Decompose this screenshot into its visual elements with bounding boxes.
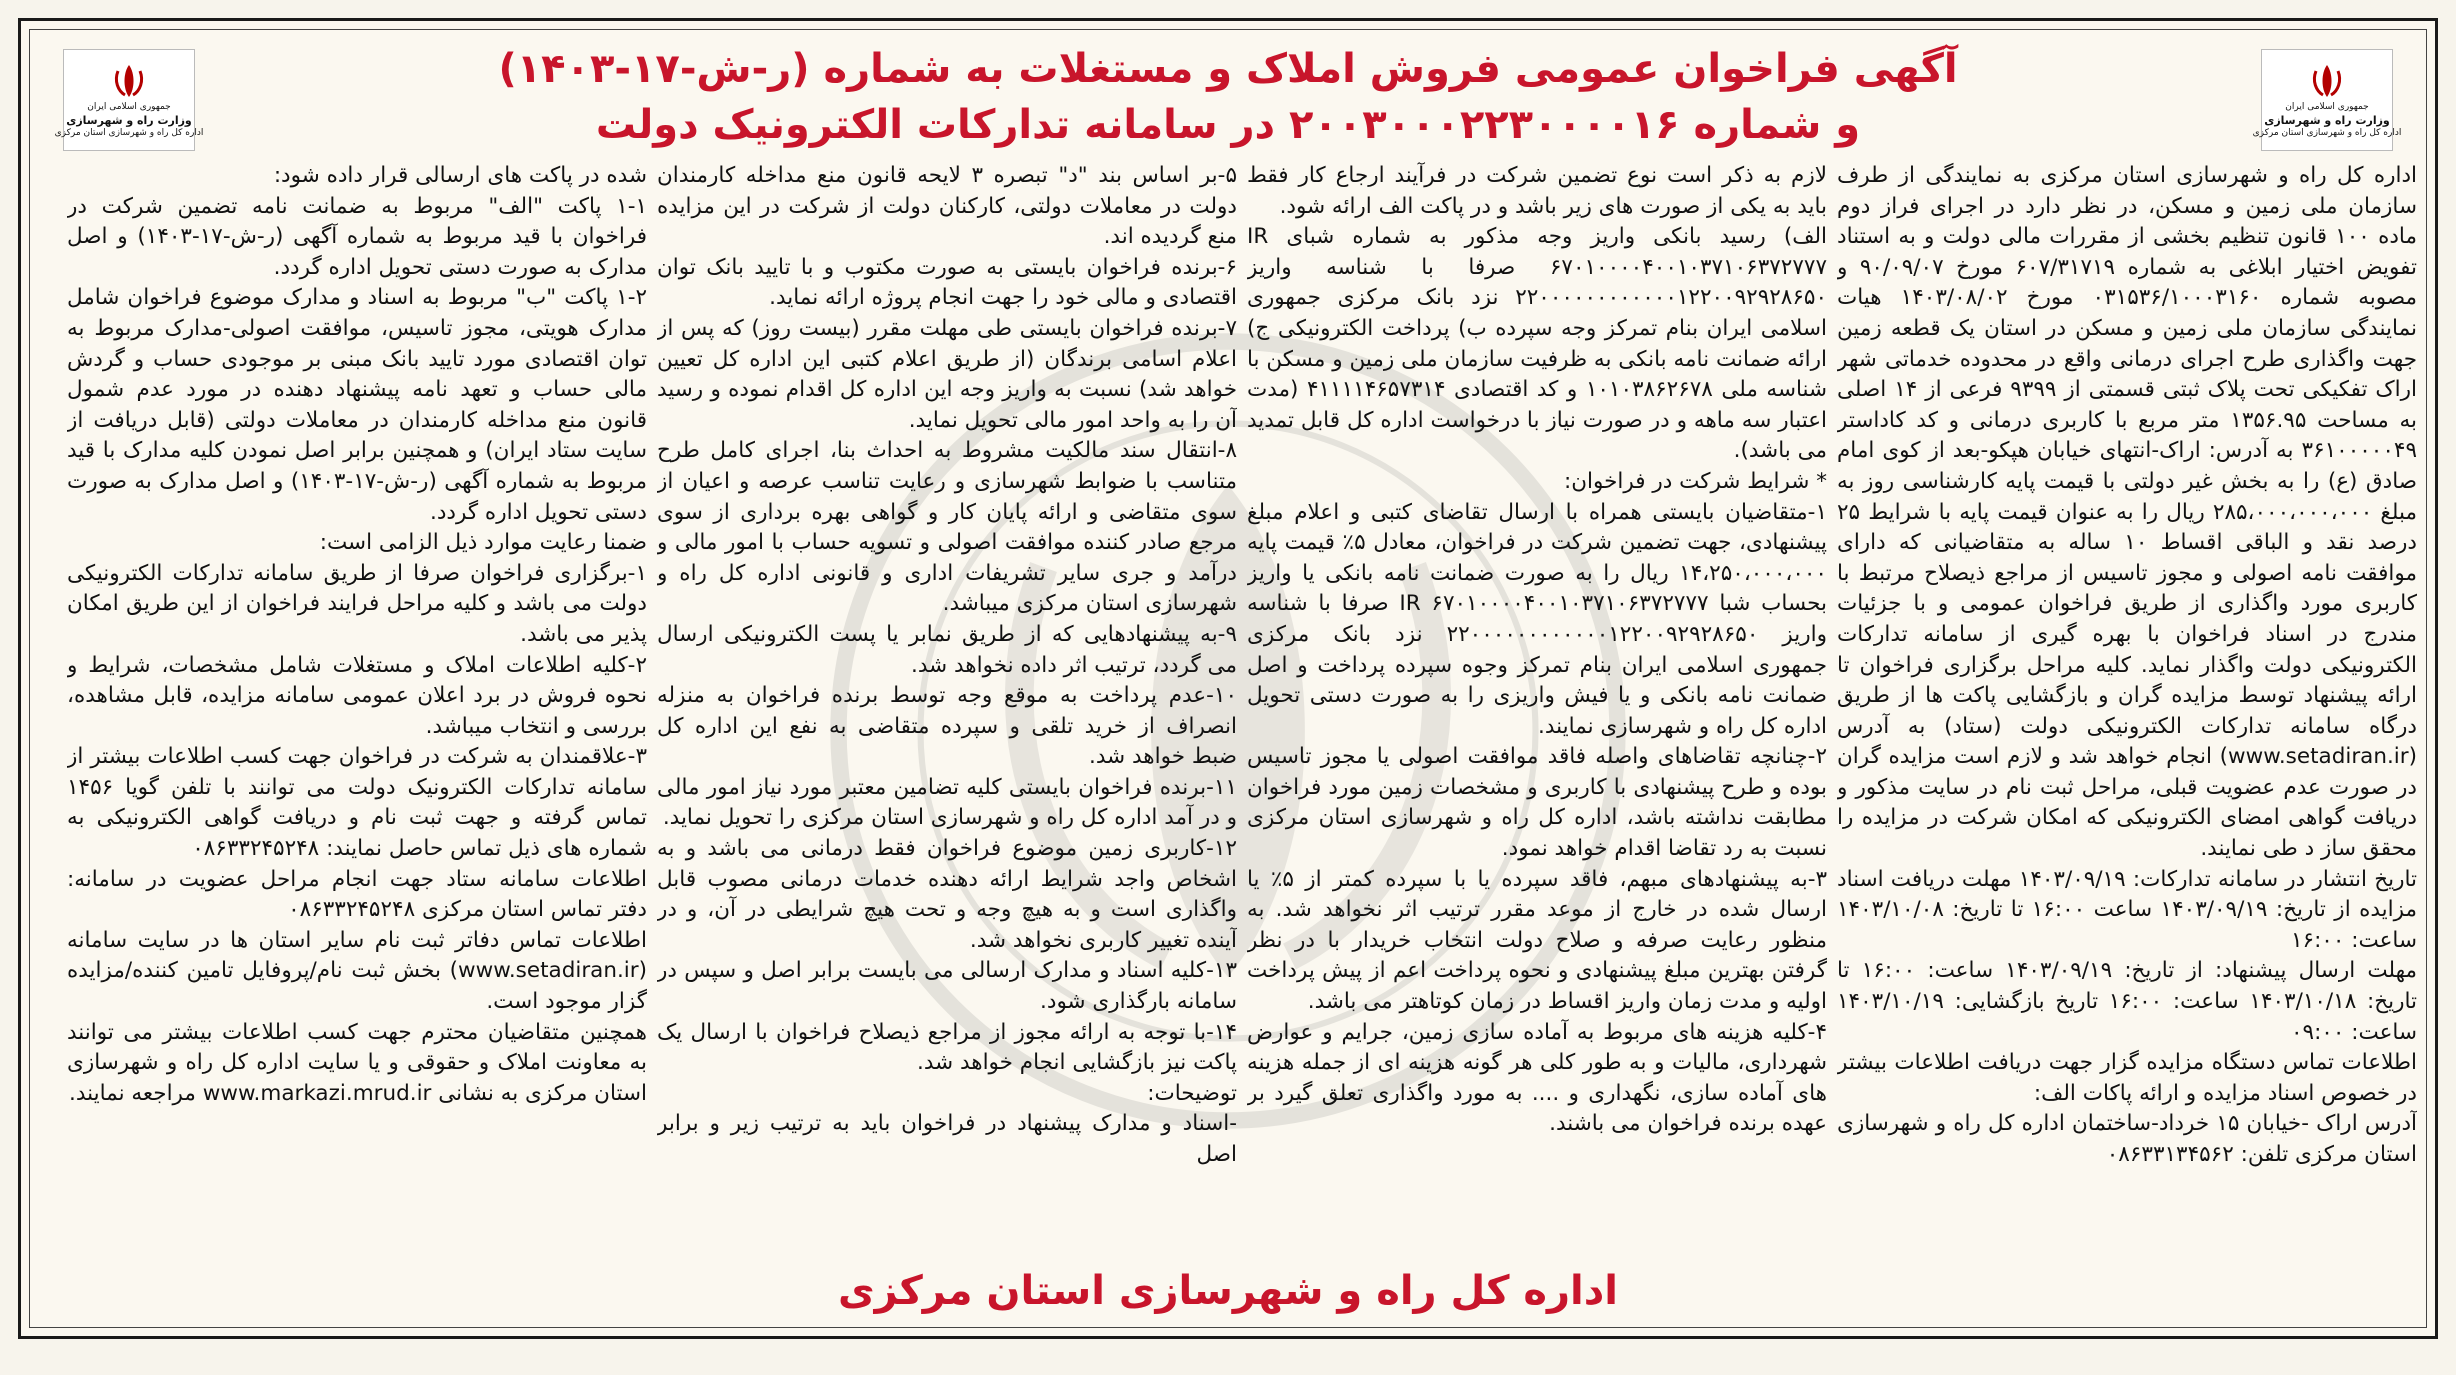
paragraph: اداره کل راه و شهرسازی استان مرکزی به نمایندگی از طرف سازمان ملی زمین و مسکن، در نظر دارد در اجرای فراز دوم ماده ۱۰۰ قانون تنظیم بخشی از مقررات مالی دولت و به استناد تفویض اختیار ابلاغی به شماره ۶۰۷/۳۱۷۱۹ مورخ ۹۰/۰۹/۰۷ و مصوبه شماره ۰۳۱۵۳۶/۱۰۰۰۳۱۶۰ مورخ ۱۴۰۳/۰۸/۰۲ هیات نمایندگی سازمان ملی زمین و مسکن در استان یک قطعه زمین جهت واگذاری طرح اجرای درمانی واقع در محدوده خدماتی شهر اراک تفکیکی تحت پلاک ثبتی قسمتی از ۹۳۹۹ فرعی از ۱۴ اصلی به مساحت ۱۳۵۶.۹۵ متر مربع با کاربری درمانی و کد کاداستر ۳۶۱۰۰۰۰۰۴۹ به آدرس: اراک-انتهای خیابان هپکو-بعد از کوی امام صادق (ع) را به بخش غیر دولتی با قیمت پایه کارشناسی روز به مبلغ ۲۸۵،۰۰۰،۰۰۰،۰۰۰ ریال را به عنوان قیمت پایه با شرایط ۲۵ درصد نقد و الباقی اقساط ۱۰ ساله به متقاضیانی که دارای موافقت نامه اصولی و مجوز تاسیس از مراجع ذیصلاح مرتبط با کاربری مورد واگذاری از طریق فراخوان عمومی و با جزئیات مندرج در اسناد فراخوان با بهره گیری از سامانه تدارکات الکترونیکی دولت واگذار نماید. کلیه مراحل برگزاری فراخوان تا ارائه پیشنهاد توسط مزایده گران و بازگشایی پاکت ها از طریق درگاه سامانه تدارکات الکترونیکی دولت (ستاد) به آدرس (www.setadiran.ir) انجام خواهد شد و لازم است مزایده گران در صورت عدم عضویت قبلی، مراحل ثبت نام در سایت مذکور و دریافت گواهی امضای الکترونیکی که امکان شرکت در مزایده را محقق ساز د طی نمایند. <box>1837 163 2417 862</box>
logo-line-3: اداره کل راه و شهرسازی استان مرکزی <box>54 127 204 138</box>
paragraph: ۱-متقاضیان بایستی همراه با ارسال تقاضای کتبی و اعلام مبلغ پیشنهادی، جهت تضمین شرکت در فراخوان، معادل ۵٪ قیمت پایه ۱۴،۲۵۰،۰۰۰،۰۰۰ ریال را به صورت ضمانت نامه بانکی یا واریز بحساب شبا IR ۶۷۰۱۰۰۰۰۴۰۰۱۰۳۷۱۰۶۳۷۲۷۷۷ صرفا با شناسه واریز ۲۲۰۰۰۰۰۰۰۰۰۰۰۰۱۲۲۰۰۹۲۹۲۸۶۵۰ نزد بانک مرکزی جمهوری اسلامی ایران بنام تمرکز وجوه سپرده پرداخت و اصل ضمانت نامه بانکی و یا فیش واریزی را به صورت دستی تحویل اداره کل راه و شهرسازی نمایند. <box>1247 499 1827 739</box>
paragraph: ۱-برگزاری فراخوان صرفا از طریق سامانه تدارکات الکترونیکی دولت می باشد و کلیه مراحل فرایند فراخوان از این طریق امکان پذیر می باشد. <box>67 560 647 647</box>
paragraph: ۶-برنده فراخوان بایستی به صورت مکتوب و با تایید بانک توان اقتصادی و مالی خود را جهت انجام پروژه ارائه نماید. <box>657 254 1237 311</box>
text-column-2 <box>1247 161 1827 1291</box>
paragraph: ۴-کلیه هزینه های مربوط به آماده سازی زمین، جرایم و عوارض شهرداری، مالیات و به طور کلی هر گونه هزینه ای از جمله هزینه های آماده سازی، نگهداری و .... به مورد واگذاری تعلق گیرد بر عهده برنده فراخوان می باشند. <box>1247 1019 1827 1137</box>
paragraph: الف) رسید بانکی واریز وجه مذکور به شماره شبای IR ۶۷۰۱۰۰۰۰۴۰۰۱۰۳۷۱۰۶۳۷۲۷۷۷ صرفا با شناسه واریز ۲۲۰۰۰۰۰۰۰۰۰۰۰۰۱۲۲۰۰۹۲۹۲۸۶۵۰ نزد بانک مرکزی جمهوری اسلامی ایران بنام تمرکز وجه سپرده ب) پرداخت الکترونیکی ج) ارائه ضمانت نامه بانکی به ظرفیت سازمان ملی زمین و مسکن با شناسه ملی ۱۰۱۰۳۸۶۲۶۷۸ و کد اقتصادی ۴۱۱۱۱۴۶۵۷۳۱۴ (مدت اعتبار سه ماهه و در صورت نیاز با درخواست اداره کل قابل تمدید می باشد). <box>1247 224 1827 464</box>
text-column-1 <box>1837 161 2417 1291</box>
paragraph: اطلاعات سامانه ستاد جهت انجام مراحل عضویت در سامانه: دفتر تماس استان مرکزی ۰۸۶۳۳۲۴۵۲۴۸ <box>67 866 647 923</box>
ministry-logo-right <box>2252 49 2402 151</box>
paragraph: * شرایط شرکت در فراخوان: <box>1563 468 1827 494</box>
ministry-logo-left <box>54 49 204 151</box>
logo-line-2: وزارت راه و شهرسازی <box>2264 113 2390 127</box>
paragraph: ۲-کلیه اطلاعات املاک و مستغلات شامل مشخصات، شرایط و نحوه فروش در برد اعلان عمومی سامانه مزایده، قابل مشاهده، بررسی و انتخاب میباشد. <box>67 652 647 739</box>
announcement-subtitle: و شماره ۲۰۰۳۰۰۰۲۲۳۰۰۰۰۱۶ در سامانه تدارکات الکترونیک دولت <box>595 102 1861 148</box>
paragraph: ضمنا رعایت موارد ذیل الزامی است: <box>319 530 647 556</box>
paragraph: ۱۳-کلیه اسناد و مدارک ارسالی می بایست برابر اصل و سپس در سامانه بارگذاری شود. <box>657 958 1237 1015</box>
announcement-page <box>18 18 2438 1339</box>
paragraph: ۱۲-کاربری زمین موضوع فراخوان فقط درمانی می باشد و به اشخاص واجد شرایط ارائه دهنده خدمات درمانی مصوب قابل واگذاری است و به هیچ وجه و تحت هیچ شرایطی در آن، و در آینده تغییر کاربری نخواهد شد. <box>657 836 1237 953</box>
paragraph: همچنین متقاضیان محترم جهت کسب اطلاعات بیشتر می توانند به معاونت املاک و حقوقی و یا سایت اداره کل راه و شهرسازی استان مرکزی به نشانی www.markazi.mrud.ir مراجعه نمایند. <box>67 1019 647 1106</box>
paragraph: ۲-چنانچه تقاضاهای واصله فاقد موافقت اصولی یا مجوز تاسیس بوده و طرح پیشنهادی با کاربری و مشخصات زمین مورد فراخوان مطابقت نداشته باشد، اداره کل راه و شهرسازی استان مرکزی نسبت به رد تقاضا اقدام خواهد نمود. <box>1247 744 1827 862</box>
paragraph: ۹-به پیشنهادهایی که از طریق نمابر یا پست الکترونیکی ارسال می گردد، ترتیب اثر داده نخواهد شد. <box>657 621 1237 678</box>
paragraph: اطلاعات تماس دستگاه مزایده گزار جهت دریافت اطلاعات بیشتر در خصوص اسناد مزایده و ارائه پاکات الف: <box>1837 1050 2417 1106</box>
paragraph: ۳-به پیشنهادهای مبهم، فاقد سپرده یا با سپرده کمتر از ۵٪ یا ارسال شده در خارج از موعد مقرر ترتیب اثر نخواهد شد. به منظور رعایت صرفه و صلاح دولت انتخاب خریدار با در نظر گرفتن بهترین مبلغ پیشنهادی و نحوه پرداخت اعم از پیش پرداخت اولیه و مدت زمان واریز اقساط در زمان کوتاهتر می باشد. <box>1247 866 1827 1015</box>
announcement-title: آگهی فراخوان عمومی فروش املاک و مستغلات به شماره (ر-ش-۱۷-۱۴۰۳) <box>498 46 1958 92</box>
paragraph: مهلت ارسال پیشنهاد: از تاریخ: ۱۴۰۳/۰۹/۱۹ ساعت: ۱۶:۰۰ تا تاریخ: ۱۴۰۳/۱۰/۱۸ ساعت: ۱۶:۰۰ تاریخ بازگشایی: ۱۴۰۳/۱۰/۱۹ ساعت: ۰۹:۰۰ <box>1837 958 2417 1045</box>
paragraph: اطلاعات تماس دفاتر ثبت نام سایر استان ها در سایت سامانه (www.setadiran.ir) بخش ثبت نام/پروفایل تامین کننده/مزایده گزار موجود است. <box>67 927 647 1015</box>
paragraph: ۷-برنده فراخوان بایستی طی مهلت مقرر (بیست روز) که پس از اعلام اسامی برندگان (از طریق اعلام کتبی این اداره کل تعیین خواهد شد) نسبت به واریز وجه این اداره کل اقدام نموده و رسید آن را به واحد امور مالی تحویل نماید. <box>657 315 1237 433</box>
logo-line-1: جمهوری اسلامی ایران <box>2285 101 2369 112</box>
footer-signature: اداره کل راه و شهرسازی استان مرکزی <box>838 1268 1618 1314</box>
paragraph: ۳-علاقمندان به شرکت در فراخوان جهت کسب اطلاعات بیشتر از سامانه تدارکات الکترونیک دولت می توانند با تلفن گویا ۱۴۵۶ تماس گرفته و جهت ثبت نام و دریافت گواهی الکترونیکی به شماره های ذیل تماس حاصل نمایند: ۰۸۶۳۳۲۴۵۲۴۸ <box>67 744 647 862</box>
text-column-3 <box>657 161 1237 1291</box>
iran-emblem-icon <box>109 61 149 101</box>
paragraph: آدرس اراک -خیابان ۱۵ خرداد-ساختمان اداره کل راه و شهرسازی استان مرکزی تلفن: ۰۸۶۳۳۱۳۴۵۶۲ <box>1837 1111 2417 1167</box>
paragraph: ۱-۱ پاکت "الف" مربوط به ضمانت نامه تضمین شرکت در فراخوان با قید مربوط به شماره آگهی (ر-ش-۱۷-۱۴۰۳) و اصل مدارک به صورت دستی تحویل اداره گردد. <box>67 193 647 280</box>
paragraph: ۱-۲ پاکت "ب" مربوط به اسناد و مدارک موضوع فراخوان شامل مدارک هویتی، مجوز تاسیس، موافقت اصولی-مدارک مربوط به توان اقتصادی مورد تایید بانک مبنی بر موجودی حساب و گردش مالی حساب و تعهد نامه پیشنهاد دهنده در مورد عدم شمول قانون منع مداخله کارمندان در معاملات دولتی (قابل دریافت از سایت ستاد ایران) و همچنین برابر اصل نمودن کلیه مدارک با قید مربوط به شماره آگهی (ر-ش-۱۷-۱۴۰۳) و اصل مدارک به صورت دستی تحویل اداره گردد. <box>67 285 647 525</box>
paragraph: توضیحات: <box>1147 1080 1237 1106</box>
iran-emblem-icon <box>2307 61 2347 101</box>
paragraph: ۱۱-برنده فراخوان بایستی کلیه تضامین معتبر مورد نیاز امور مالی و در آمد اداره کل راه و شهرسازی استان مرکزی را تحویل نماید. <box>657 774 1237 831</box>
paragraph: ۱۴-با توجه به ارائه مجوز از مراجع ذیصلاح فراخوان با ارسال یک پاکت نیز بازگشایی انجام خواهد شد. <box>657 1019 1237 1076</box>
logo-line-2: وزارت راه و شهرسازی <box>66 113 192 127</box>
paragraph: شده در پاکت های ارسالی قرار داده شود: <box>273 163 647 188</box>
paragraph: ۵-بر اساس بند "د" تبصره ۳ لایحه قانون منع مداخله کارمندان دولت در معاملات دولتی، کارکنان دولت از شرکت در این مزایده منع گردیده اند. <box>657 163 1237 250</box>
logo-line-3: اداره کل راه و شهرسازی استان مرکزی <box>2252 127 2402 138</box>
paragraph: ۱۰-عدم پرداخت به موقع وجه توسط برنده فراخوان به منزله انصراف از خرید تلقی و سپرده متقاضی به نفع این اداره کل ضبط خواهد شد. <box>657 683 1237 770</box>
paragraph: ۸-انتقال سند مالکیت مشروط به احداث بنا، اجرای کامل طرح متناسب با ضوابط شهرسازی و رعایت تناسب عرصه و اعیان از سوی متقاضی و ارائه پایان کار و گواهی بهره برداری از سوی مرجع صادر کننده موافقت اصولی و تسویه حساب با امور مالی و درآمد و جری سایر تشریفات اداری و قانونی اداره کل راه و شهرسازی استان مرکزی میباشد. <box>657 438 1237 617</box>
paragraph: لازم به ذکر است نوع تضمین شرکت در فرآیند ارجاع کار فقط باید به یکی از صورت های زیر باشد و در پاکت الف ارائه شود. <box>1247 163 1827 219</box>
text-column-4 <box>67 161 647 1291</box>
logo-line-1: جمهوری اسلامی ایران <box>87 101 171 112</box>
paragraph: -اسناد و مدارک پیشنهاد در فراخوان باید به ترتیب زیر و برابر اصل <box>657 1111 1237 1167</box>
paragraph: تاریخ انتشار در سامانه تدارکات: ۱۴۰۳/۰۹/۱۹ مهلت دریافت اسناد مزایده از تاریخ: ۱۴۰۳/۰۹/۱۹ ساعت ۱۶:۰۰ تا تاریخ: ۱۴۰۳/۱۰/۰۸ ساعت: ۱۶:۰۰ <box>1837 866 2417 953</box>
